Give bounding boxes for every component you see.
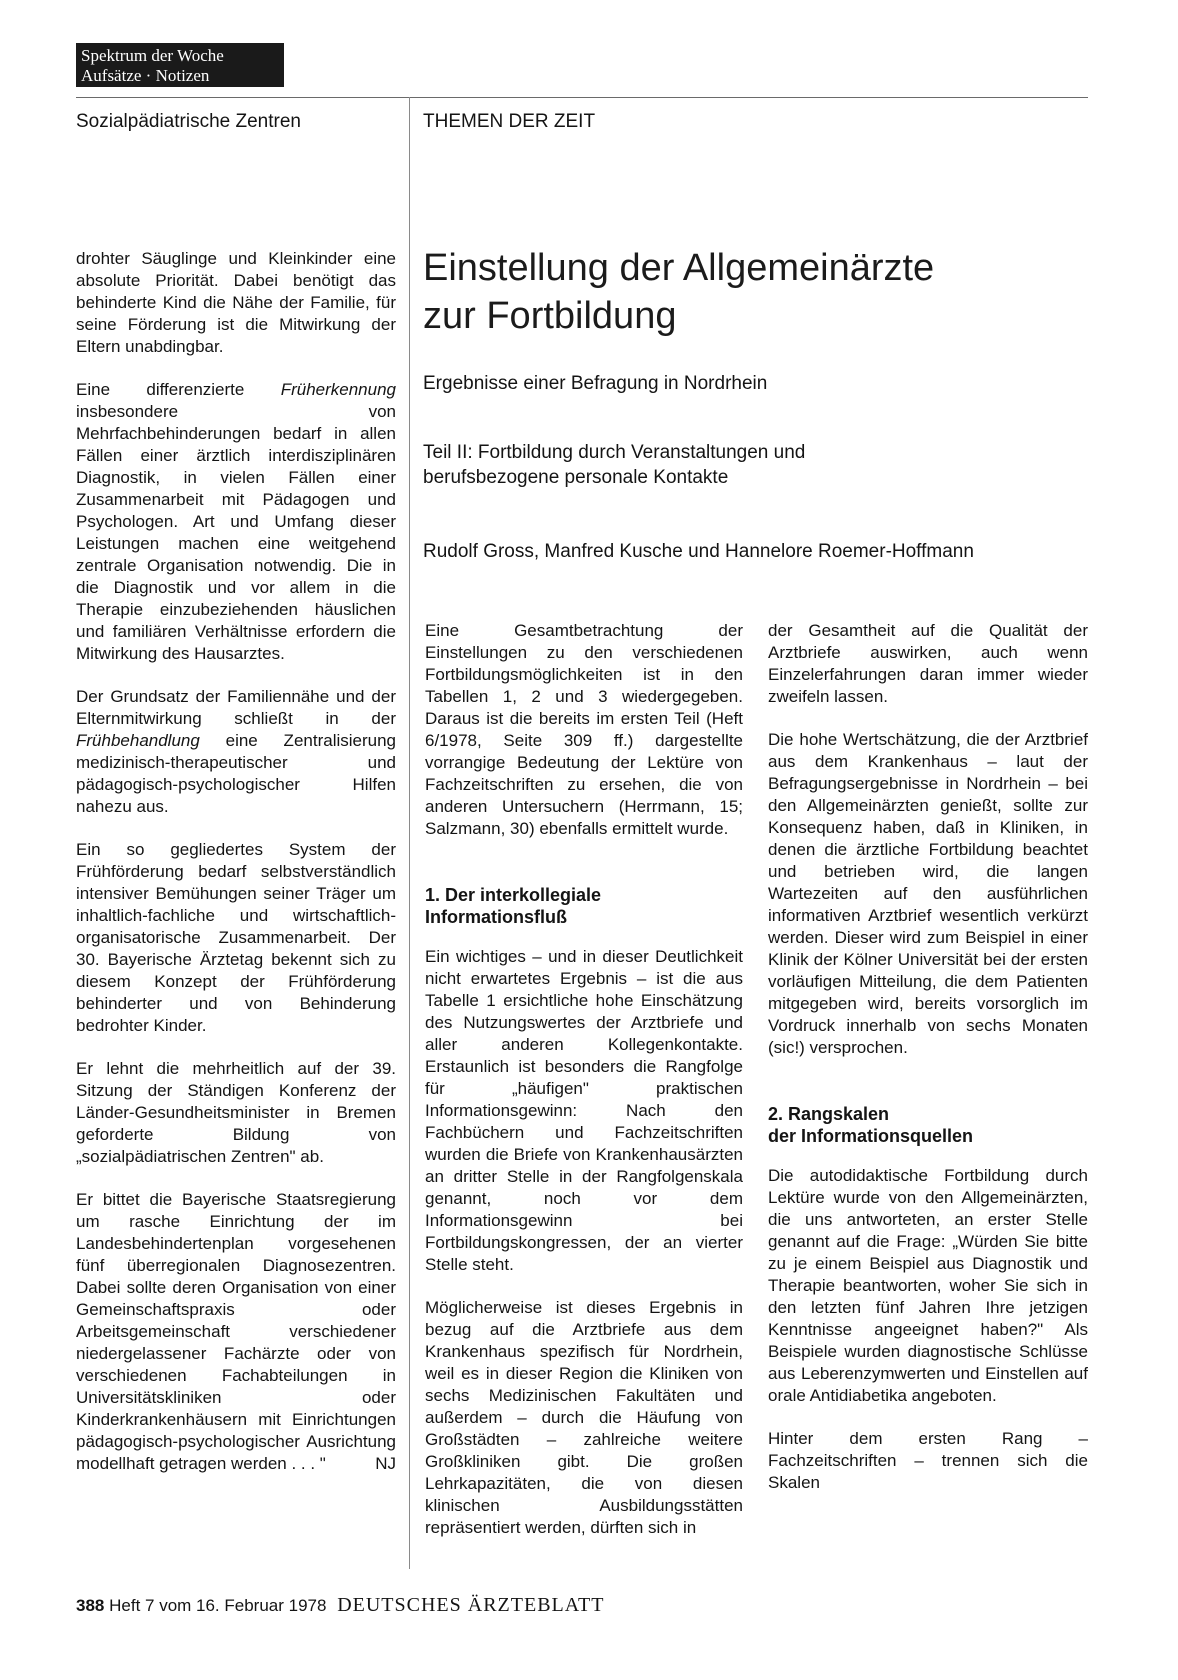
emphasis-frueherkennung: Früherkennung	[280, 380, 396, 399]
part-line-1: Teil II: Fortbildung durch Veranstaltungen und	[423, 442, 806, 463]
page-footer	[76, 1594, 604, 1617]
middle-column	[425, 620, 743, 1560]
section-heading-2: 2. Rangskalen der Informationsquellen	[768, 1104, 974, 1146]
title-line-2: zur Fortbildung	[423, 295, 677, 337]
left-paragraph-5: Er lehnt die mehrheitlich auf der 39. Sitzung der Ständigen Konferenz der Länder-Gesundheitsminister in Bremen geforderte Bildung von „sozialpädiatrischen Zentren" ab.	[76, 1059, 396, 1166]
right-paragraph-1: der Gesamtheit auf die Qualität der Arztbriefe auswirken, auch wenn Einzelerfahrungen daran immer wieder zweifeln lassen.	[768, 621, 1088, 706]
right-paragraph-3: Die autodidaktische Fortbildung durch Lektüre wurde von den Allgemeinärzten, die uns antworteten, an erster Stelle genannt auf die Frage: „Würden Sie bitte zu je einem Beispiel aus Diagnostik und Therapie beantworten, woher Sie sich in den letzten fünf Jahren Ihre jetzigen Kenntnisse angeeignet haben?" Als Beispiele wurden diagnostische Schlüsse aus Leberenzymwerten und Einstellen auf orale Antidiabetika angeboten.	[768, 1166, 1088, 1405]
middle-paragraph-1: Eine Gesamtbetrachtung der Einstellungen zu den verschiedenen Fortbildungsmöglichkeiten ist in den Tabellen 1, 2 und 3 wiedergegeben. Daraus ist die bereits im ersten Teil (Heft 6/1978, Seite 309 ff.) dargestellte vorrangige Bedeutung der Lektüre von Fachzeitschriften zu ersehen, die von anderen Untersuchern (Herrmann, 15; Salzmann, 30) ebenfalls ermittelt wurde.	[425, 621, 743, 838]
article-authors: Rudolf Gross, Manfred Kusche und Hannelore Roemer-Hoffmann	[423, 541, 974, 562]
badge-line-2: Aufsätze · Notizen	[81, 66, 210, 85]
section-heading-1: 1. Der interkollegiale Informationsfluß	[425, 885, 602, 927]
article-title	[423, 244, 934, 340]
middle-paragraph-2: Ein wichtiges – und in dieser Deutlichkeit nicht erwartetes Ergebnis – ist die aus Tabelle 1 ersichtliche hohe Einschätzung des Nutzungswertes der Arztbriefe und aller anderen Kollegenkontakte. Erstaunlich ist besonders die Rangfolge für „häufigen" praktischen Informationsgewinn: Nach den Fachbüchern und Fachzeitschriften wurden die Briefe von Krankenhausärzten an dritter Stelle in der Rangfolgenskala genannt, noch vor dem Informationsgewinn bei Fortbildungskongressen, der an vierter Stelle steht.	[425, 947, 743, 1274]
left-paragraph-4: Ein so gegliedertes System der Frühförderung bedarf selbstverständlich intensiver Bemühungen seiner Träger um inhaltlich-fachliche und wirtschaftlich-organisatorische Zusammenarbeit. Der 30. Bayerische Ärztetag bekennt sich zu diesem Konzept der Frühförderung behinderter und von Behinderung bedrohter Kinder.	[76, 840, 396, 1035]
header-rule	[76, 97, 1088, 98]
section-badge	[76, 43, 284, 87]
author-signature: NJ	[375, 1454, 396, 1473]
left-paragraph-2: Eine differenzierte Früherkennung insbesondere von Mehrfachbehinderungen bedarf in allen Fällen einer ärztlich interdisziplinären Diagnostik, in vielen Fällen einer Zusammenarbeit mit Pädagogen und Psychologen. Art und Umfang dieser Leistungen machen eine weitgehend zentrale Organisation notwendig. Die in die Diagnostik und vor allem in die Therapie einzubeziehenden häuslichen und familiären Verhältnisse erfordern die Mitwirkung des Hausarztes.	[76, 380, 396, 663]
right-column	[768, 620, 1088, 1515]
left-paragraph-3: Der Grundsatz der Familiennähe und der Elternmitwirkung schließt in der Frühbehandlung eine Zentralisierung medizinisch-therapeutischer und pädagogisch-psychologischer Hilfen nahezu aus.	[76, 687, 396, 816]
article-subtitle: Ergebnisse einer Befragung in Nordrhein	[423, 373, 768, 394]
part-line-2: berufsbezogene personale Kontakte	[423, 467, 729, 488]
title-line-1: Einstellung der Allgemeinärzte	[423, 247, 935, 289]
article-part	[423, 440, 805, 490]
middle-paragraph-3: Möglicherweise ist dieses Ergebnis in bezug auf die Arztbriefe aus dem Krankenhaus spezifisch für Nordrhein, weil es in dieser Region die Kliniken von sechs Medizinischen Fakultäten und außerdem – durch die Häufung von Großstädten – zahlreiche weitere Großkliniken gibt. Die großen Lehrkapazitäten, die von diesen klinischen Ausbildungsstätten repräsentiert werden, dürften sich in	[425, 1298, 743, 1537]
column-divider	[409, 97, 410, 1569]
left-section-label: Sozialpädiatrische Zentren	[76, 111, 301, 132]
emphasis-fruehbehandlung: Frühbehandlung	[76, 731, 200, 750]
right-section-label: THEMEN DER ZEIT	[423, 111, 596, 132]
right-paragraph-2: Die hohe Wertschätzung, die der Arztbrief aus dem Krankenhaus – laut der Befragungsergebnisse in Nordrhein – bei den Allgemeinärzten genießt, sollte zur Konsequenz haben, daß in Kliniken, in denen die ärztliche Fortbildung beachtet und betrieben wird, die langen Wartezeiten auf den ausführlichen informativen Arztbrief wesentlich verkürzt werden. Dieser wird zum Beispiel in einer Klinik der Kölner Universität bei der ersten vorläufigen Mitteilung, die dem Patienten mitgegeben wird, bereits vorsorglich im Vordruck innerhalb von sechs Monaten (sic!) versprochen.	[768, 730, 1088, 1057]
left-paragraph-1: drohter Säuglinge und Kleinkinder eine absolute Priorität. Dabei benötigt das behinderte Kind die Nähe der Familie, für seine Förderung ist die Mitwirkung der Eltern unabdingbar.	[76, 249, 396, 356]
page-number: 388	[76, 1596, 105, 1615]
magazine-name: DEUTSCHES ÄRZTEBLATT	[337, 1594, 605, 1616]
right-paragraph-4: Hinter dem ersten Rang – Fachzeitschriften – trennen sich die Skalen	[768, 1429, 1088, 1492]
left-column	[76, 248, 396, 1496]
left-paragraph-6: Er bittet die Bayerische Staatsregierung um rasche Einrichtung der im Landesbehindertenplan vorgesehenen fünf überregionalen Diagnosezentren. Dabei sollte deren Organisation von einer Gemeinschaftspraxis oder Arbeitsgemeinschaft verschiedener niedergelassener Fachärzte oder von verschiedenen Fachabteilungen in Universitätskliniken oder Kinderkrankenhäusern mit Einrichtungen pädagogisch-psychologischer Ausrichtung modellhaft getragen werden . . . " NJ	[76, 1190, 396, 1473]
issue-info: Heft 7 vom 16. Februar 1978	[109, 1596, 327, 1615]
badge-line-1: Spektrum der Woche	[81, 46, 224, 65]
